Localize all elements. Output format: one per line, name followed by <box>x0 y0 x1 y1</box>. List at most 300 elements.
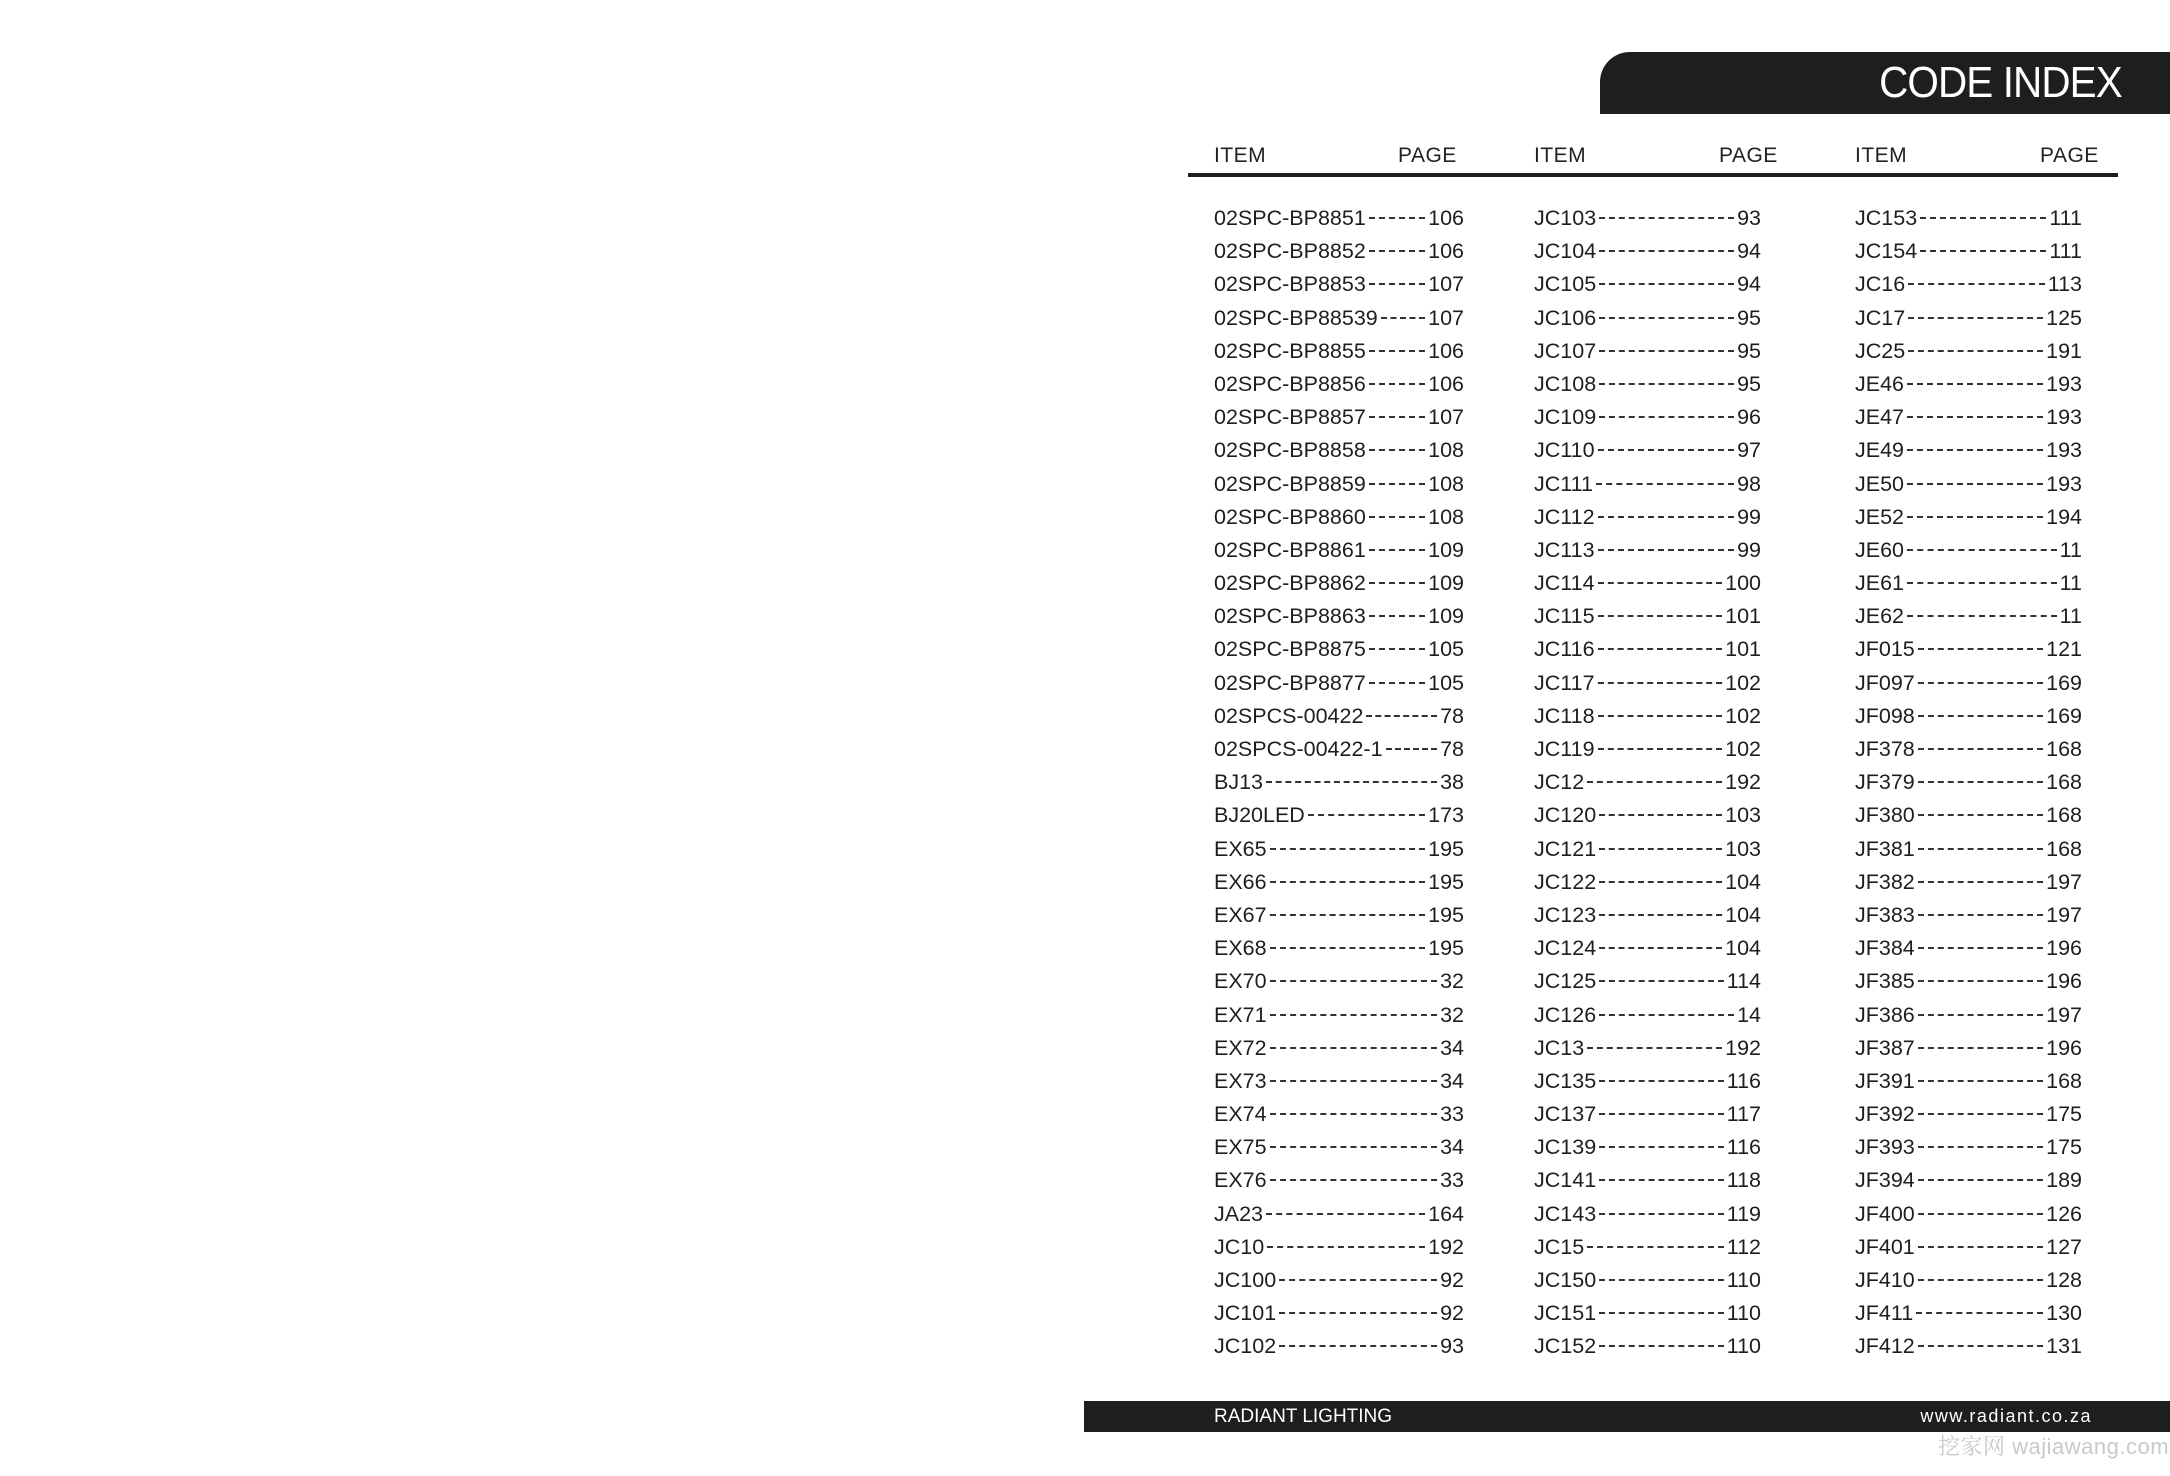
index-entry <box>1855 700 2082 733</box>
page-number: 116 <box>1726 1135 1761 1160</box>
page-number: 195 <box>1428 869 1464 894</box>
index-entry <box>1855 866 2082 899</box>
index-entry <box>1214 700 1464 733</box>
item-code: JC25 <box>1855 338 1906 363</box>
index-entry <box>1534 733 1761 766</box>
index-entry <box>1855 899 2082 932</box>
page-number: 110 <box>1726 1301 1761 1326</box>
dotted-leader <box>1369 582 1425 584</box>
page-number: 34 <box>1440 1035 1464 1060</box>
page-number: 97 <box>1737 438 1761 463</box>
item-code: JF393 <box>1855 1135 1915 1160</box>
index-entry <box>1534 468 1761 501</box>
item-code: JC117 <box>1534 670 1595 695</box>
item-code: JA23 <box>1214 1201 1264 1226</box>
page-number: 78 <box>1440 737 1464 761</box>
page-number: 111 <box>2049 206 2082 230</box>
index-entry <box>1214 501 1464 534</box>
item-code: EX66 <box>1214 869 1267 894</box>
item-code: 02SPC-BP8861 <box>1214 537 1366 562</box>
dotted-leader <box>1920 217 2046 219</box>
dotted-leader <box>1270 1146 1437 1148</box>
header-bar <box>1600 52 2170 114</box>
item-code: JC102 <box>1214 1334 1277 1359</box>
index-entry <box>1534 899 1761 932</box>
index-entry <box>1534 866 1761 899</box>
item-code: 02SPC-BP8858 <box>1214 438 1366 463</box>
index-entry <box>1214 965 1464 998</box>
dotted-leader <box>1596 483 1734 485</box>
item-code: JC17 <box>1855 305 1906 330</box>
item-code: JF391 <box>1855 1068 1915 1093</box>
page-number: 99 <box>1737 537 1761 562</box>
index-entry <box>1214 1098 1464 1131</box>
dotted-leader <box>1270 1080 1437 1082</box>
dotted-leader <box>1369 416 1425 418</box>
page-number: 95 <box>1737 371 1761 396</box>
index-entry <box>1214 833 1464 866</box>
page-number: 92 <box>1440 1301 1464 1326</box>
page-number: 78 <box>1440 703 1464 728</box>
index-entry <box>1855 202 2082 235</box>
page-number: 110 <box>1726 1268 1761 1292</box>
item-code: JF379 <box>1855 770 1915 795</box>
page-number: 192 <box>1725 1035 1761 1060</box>
dotted-leader <box>1907 516 2043 518</box>
index-entry <box>1855 434 2082 467</box>
item-code: JC12 <box>1534 770 1585 795</box>
dotted-leader <box>1598 449 1735 451</box>
index-entry <box>1214 733 1464 766</box>
dotted-leader <box>1279 1279 1437 1281</box>
page-number: 38 <box>1440 770 1464 795</box>
index-entry <box>1855 401 2082 434</box>
page-number: 108 <box>1428 504 1464 529</box>
item-code: JC137 <box>1534 1102 1597 1127</box>
item-code: JE60 <box>1855 537 1905 562</box>
page-number: 94 <box>1737 272 1761 297</box>
index-entry <box>1855 567 2082 600</box>
dotted-leader <box>1270 914 1426 916</box>
index-entry <box>1855 268 2082 301</box>
dotted-leader <box>1918 1113 2043 1115</box>
dotted-leader <box>1366 715 1437 717</box>
index-entry <box>1214 534 1464 567</box>
index-entry <box>1855 534 2082 567</box>
index-entry <box>1534 567 1761 600</box>
index-entry <box>1855 1231 2082 1264</box>
dotted-leader <box>1599 350 1734 352</box>
page-number: 106 <box>1428 338 1464 363</box>
index-entry <box>1855 600 2082 633</box>
item-code: 02SPC-BP8859 <box>1214 471 1366 496</box>
page-number: 130 <box>2046 1301 2082 1326</box>
dotted-leader <box>1599 848 1722 850</box>
index-entry <box>1855 1032 2082 1065</box>
page-number: 103 <box>1725 803 1761 828</box>
index-entry <box>1855 733 2082 766</box>
item-code: JC141 <box>1534 1168 1597 1193</box>
index-entry <box>1214 468 1464 501</box>
page-number: 33 <box>1440 1102 1464 1127</box>
index-entry <box>1855 999 2082 1032</box>
dotted-leader <box>1270 848 1426 850</box>
item-code: 02SPC-BP8860 <box>1214 504 1366 529</box>
item-code: JC122 <box>1534 869 1597 894</box>
index-entry <box>1855 1131 2082 1164</box>
item-code: JC16 <box>1855 272 1906 297</box>
item-code: EX67 <box>1214 902 1267 927</box>
page-number: 125 <box>2046 305 2082 330</box>
index-entry <box>1855 235 2082 268</box>
dotted-leader <box>1599 317 1734 319</box>
dotted-leader <box>1279 1345 1437 1347</box>
page-number: 102 <box>1725 670 1761 695</box>
index-entry <box>1855 1330 2082 1363</box>
index-entry <box>1214 899 1464 932</box>
index-entry <box>1855 799 2082 832</box>
page-number: 195 <box>1428 902 1464 927</box>
page-number: 108 <box>1428 438 1464 463</box>
index-entry <box>1534 633 1761 666</box>
dotted-leader <box>1918 715 2043 717</box>
item-code: JC103 <box>1534 206 1597 230</box>
item-code: JC135 <box>1534 1068 1597 1093</box>
index-entry <box>1534 401 1761 434</box>
page-number: 92 <box>1440 1268 1464 1292</box>
page-number: 196 <box>2046 1035 2082 1060</box>
dotted-leader <box>1918 1179 2043 1181</box>
page-number: 168 <box>2046 1068 2082 1093</box>
dotted-leader <box>1599 1312 1724 1314</box>
item-code: JC125 <box>1534 969 1597 994</box>
page-number: 113 <box>2047 272 2082 297</box>
dotted-leader <box>1599 1080 1724 1082</box>
page-number: 106 <box>1428 239 1464 264</box>
item-code: JE46 <box>1855 371 1905 396</box>
dotted-leader <box>1587 1047 1722 1049</box>
page-number: 197 <box>2046 869 2082 894</box>
dotted-leader <box>1369 648 1425 650</box>
item-code: JC113 <box>1534 537 1595 562</box>
column-header-page: PAGE <box>2040 144 2099 167</box>
page-number: 131 <box>2046 1334 2082 1359</box>
index-entry <box>1534 667 1761 700</box>
dotted-leader <box>1599 881 1722 883</box>
page-number: 111 <box>2049 239 2082 264</box>
dotted-leader <box>1918 748 2043 750</box>
index-entry <box>1855 368 2082 401</box>
index-entry <box>1214 401 1464 434</box>
item-code: JC10 <box>1214 1234 1265 1259</box>
index-entry <box>1214 866 1464 899</box>
index-entry <box>1214 235 1464 268</box>
item-code: JE49 <box>1855 438 1905 463</box>
dotted-leader <box>1920 250 2046 252</box>
item-code: JF098 <box>1855 703 1915 728</box>
dotted-leader <box>1918 1345 2043 1347</box>
index-entry <box>1534 1065 1761 1098</box>
page-number: 105 <box>1428 637 1464 662</box>
page-number: 96 <box>1737 405 1761 430</box>
index-entry <box>1534 700 1761 733</box>
item-code: JC116 <box>1534 637 1595 662</box>
index-entry <box>1855 1098 2082 1131</box>
dotted-leader <box>1599 814 1722 816</box>
index-entry <box>1534 302 1761 335</box>
page-number: 109 <box>1428 571 1464 596</box>
footer-bar <box>1084 1401 2170 1432</box>
page-number: 128 <box>2046 1268 2082 1292</box>
item-code: JC107 <box>1534 338 1597 363</box>
page-number: 196 <box>2046 969 2082 994</box>
index-entry <box>1534 1164 1761 1197</box>
page-number: 193 <box>2046 371 2082 396</box>
item-code: 02SPC-BP8862 <box>1214 571 1366 596</box>
item-code: JE47 <box>1855 405 1905 430</box>
dotted-leader <box>1598 715 1723 717</box>
index-column-3 <box>1855 202 2082 1364</box>
dotted-leader <box>1270 980 1437 982</box>
dotted-leader <box>1907 615 2057 617</box>
page-number: 168 <box>2046 803 2082 828</box>
item-code: JF380 <box>1855 803 1915 828</box>
item-code: JC15 <box>1534 1234 1585 1259</box>
page-number: 32 <box>1440 969 1464 994</box>
dotted-leader <box>1599 217 1734 219</box>
dotted-leader <box>1916 1312 2043 1314</box>
index-entry <box>1214 1297 1464 1330</box>
page-number: 118 <box>1726 1168 1761 1193</box>
page-number: 106 <box>1428 206 1464 230</box>
index-entry <box>1534 335 1761 368</box>
index-entry <box>1214 268 1464 301</box>
index-entry <box>1214 1032 1464 1065</box>
index-entry <box>1534 1198 1761 1231</box>
item-code: JF383 <box>1855 902 1915 927</box>
page-number: 105 <box>1428 670 1464 695</box>
item-code: JF097 <box>1855 670 1915 695</box>
item-code: EX73 <box>1214 1068 1267 1093</box>
index-entry <box>1855 335 2082 368</box>
page-number: 127 <box>2046 1234 2082 1259</box>
dotted-leader <box>1599 383 1734 385</box>
page-number: 93 <box>1440 1334 1464 1359</box>
item-code: JE50 <box>1855 471 1905 496</box>
page-number: 101 <box>1725 604 1761 629</box>
page-number: 175 <box>2046 1102 2082 1127</box>
dotted-leader <box>1908 283 2045 285</box>
index-entry <box>1214 1065 1464 1098</box>
index-entry <box>1214 799 1464 832</box>
item-code: JC139 <box>1534 1135 1597 1160</box>
page-number: 196 <box>2046 936 2082 961</box>
dotted-leader <box>1270 1179 1437 1181</box>
dotted-leader <box>1908 317 2043 319</box>
item-code: 02SPC-BP8851 <box>1214 206 1366 230</box>
column-header-item: ITEM <box>1534 144 1587 167</box>
item-code: JF387 <box>1855 1035 1915 1060</box>
index-entry <box>1214 302 1464 335</box>
watermark-text: 挖家网 wajiawang.com <box>1938 1434 2170 1459</box>
page-number: 14 <box>1737 1002 1761 1027</box>
page-number: 104 <box>1725 936 1761 961</box>
dotted-leader <box>1907 416 2043 418</box>
item-code: 02SPC-BP8856 <box>1214 371 1366 396</box>
dotted-leader <box>1369 516 1425 518</box>
index-entry <box>1534 534 1761 567</box>
page-number: 107 <box>1428 405 1464 430</box>
item-code: JE62 <box>1855 604 1905 629</box>
dotted-leader <box>1598 648 1723 650</box>
page-number: 11 <box>2059 571 2082 596</box>
dotted-leader <box>1918 1213 2043 1215</box>
page-number: 108 <box>1428 471 1464 496</box>
page-number: 168 <box>2046 737 2082 761</box>
item-code: JC115 <box>1534 604 1595 629</box>
index-entry <box>1855 833 2082 866</box>
dotted-leader <box>1599 1213 1724 1215</box>
item-code: EX68 <box>1214 936 1267 961</box>
dotted-leader <box>1599 416 1734 418</box>
page-number: 34 <box>1440 1068 1464 1093</box>
page-number: 173 <box>1428 803 1464 828</box>
dotted-leader <box>1918 781 2043 783</box>
dotted-leader <box>1918 1246 2043 1248</box>
dotted-leader <box>1598 748 1723 750</box>
column-header-item: ITEM <box>1855 144 1908 167</box>
dotted-leader <box>1266 781 1437 783</box>
item-code: JC124 <box>1534 936 1597 961</box>
item-code: JE61 <box>1855 571 1905 596</box>
item-code: JF386 <box>1855 1002 1915 1027</box>
index-column-2 <box>1534 202 1761 1364</box>
item-code: JC153 <box>1855 206 1918 230</box>
dotted-leader <box>1599 1146 1724 1148</box>
dotted-leader <box>1598 615 1723 617</box>
dotted-leader <box>1270 1047 1437 1049</box>
item-code: JC109 <box>1534 405 1597 430</box>
index-entry <box>1855 1164 2082 1197</box>
page-number: 175 <box>2046 1135 2082 1160</box>
dotted-leader <box>1270 881 1426 883</box>
column-header-page: PAGE <box>1719 144 1778 167</box>
page-number: 164 <box>1428 1201 1464 1226</box>
column-headers <box>1188 140 2118 176</box>
index-entry <box>1534 434 1761 467</box>
page-number: 169 <box>2046 703 2082 728</box>
index-entry <box>1214 1264 1464 1297</box>
dotted-leader <box>1599 914 1722 916</box>
page-number: 11 <box>2059 604 2082 629</box>
item-code: EX70 <box>1214 969 1267 994</box>
index-entry <box>1534 1098 1761 1131</box>
index-entry <box>1534 932 1761 965</box>
item-code: JC106 <box>1534 305 1597 330</box>
index-column-1 <box>1214 202 1464 1364</box>
page-number: 195 <box>1428 836 1464 861</box>
dotted-leader <box>1308 814 1425 816</box>
page-number: 95 <box>1737 338 1761 363</box>
index-entry <box>1855 1264 2082 1297</box>
item-code: JF411 <box>1855 1301 1914 1326</box>
header-divider <box>1188 173 2118 177</box>
dotted-leader <box>1369 483 1425 485</box>
index-entry <box>1214 335 1464 368</box>
page-number: 102 <box>1725 703 1761 728</box>
item-code: JC114 <box>1534 571 1595 596</box>
page-number: 193 <box>2046 405 2082 430</box>
index-entry <box>1534 268 1761 301</box>
index-entry <box>1534 600 1761 633</box>
page-number: 193 <box>2046 471 2082 496</box>
item-code: 02SPCS-00422 <box>1214 703 1364 728</box>
page-number: 107 <box>1428 305 1464 330</box>
dotted-leader <box>1918 1014 2043 1016</box>
index-entry <box>1855 965 2082 998</box>
page-number: 110 <box>1726 1334 1761 1359</box>
dotted-leader <box>1599 947 1722 949</box>
item-code: JC110 <box>1534 438 1595 463</box>
index-entry <box>1214 1231 1464 1264</box>
item-code: EX65 <box>1214 836 1267 861</box>
page-number: 98 <box>1737 471 1761 496</box>
item-code: 02SPCS-00422-1 <box>1214 737 1383 761</box>
dotted-leader <box>1267 1246 1425 1248</box>
dotted-leader <box>1369 383 1425 385</box>
item-code: JF400 <box>1855 1201 1915 1226</box>
dotted-leader <box>1907 549 2057 551</box>
dotted-leader <box>1369 350 1425 352</box>
item-code: JC105 <box>1534 272 1597 297</box>
dotted-leader <box>1599 1345 1724 1347</box>
index-entry <box>1534 999 1761 1032</box>
footer-website-link[interactable]: www.radiant.co.za <box>1920 1406 2092 1426</box>
item-code: 02SPC-BP8852 <box>1214 239 1366 264</box>
index-entry <box>1855 468 2082 501</box>
dotted-leader <box>1369 615 1425 617</box>
dotted-leader <box>1907 483 2043 485</box>
page-number: 121 <box>2046 637 2082 662</box>
index-entry <box>1214 999 1464 1032</box>
item-code: JC111 <box>1534 471 1593 496</box>
item-code: JE52 <box>1855 504 1905 529</box>
index-entry <box>1214 1330 1464 1363</box>
dotted-leader <box>1598 582 1723 584</box>
dotted-leader <box>1918 881 2043 883</box>
index-entry <box>1534 202 1761 235</box>
item-code: JC13 <box>1534 1035 1585 1060</box>
index-entry <box>1214 1164 1464 1197</box>
page-number: 33 <box>1440 1168 1464 1193</box>
dotted-leader <box>1587 781 1722 783</box>
index-entry <box>1214 667 1464 700</box>
page-number: 116 <box>1726 1068 1761 1093</box>
page-number: 95 <box>1737 305 1761 330</box>
dotted-leader <box>1386 748 1438 750</box>
dotted-leader <box>1918 648 2043 650</box>
item-code: JC154 <box>1855 239 1918 264</box>
item-code: JF385 <box>1855 969 1915 994</box>
dotted-leader <box>1908 350 2043 352</box>
page-number: 106 <box>1428 371 1464 396</box>
index-entry <box>1214 1131 1464 1164</box>
index-entry <box>1855 667 2082 700</box>
index-entry <box>1855 932 2082 965</box>
page-number: 168 <box>2046 836 2082 861</box>
item-code: JC104 <box>1534 239 1597 264</box>
index-entry <box>1534 1231 1761 1264</box>
